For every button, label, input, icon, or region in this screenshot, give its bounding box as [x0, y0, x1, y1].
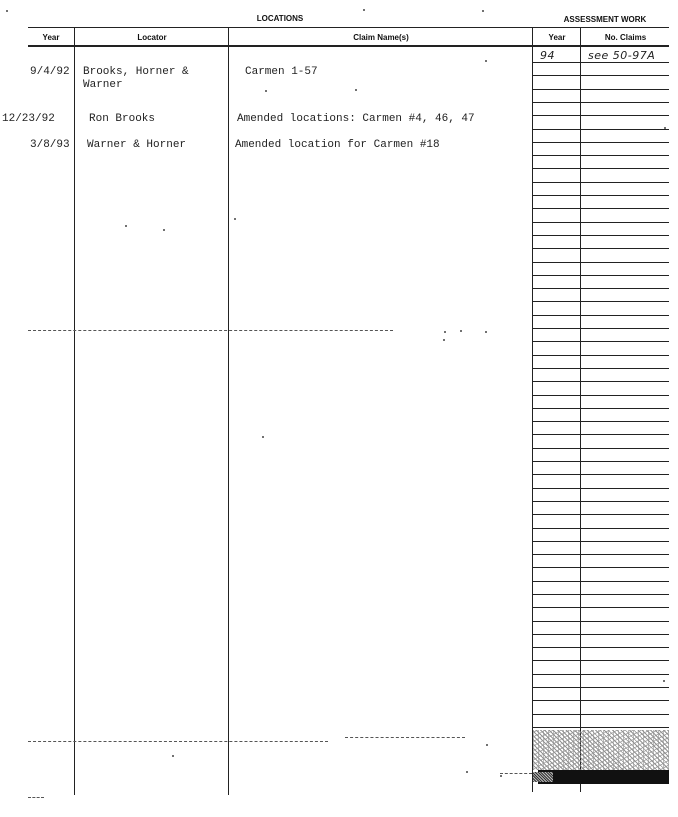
assessment-rule-line: [533, 275, 669, 276]
assessment-rule-line: [533, 262, 669, 263]
assessment-rule-line: [533, 448, 669, 449]
speck: [500, 775, 502, 777]
fold-line-lower-right: [345, 737, 465, 738]
col-header-no-claims: No. Claims: [604, 33, 647, 42]
assessment-rule-line: [533, 408, 669, 409]
speck: [265, 90, 267, 92]
row-3-locator: Warner & Horner: [87, 139, 187, 151]
speck: [163, 229, 165, 231]
speck: [466, 771, 468, 773]
assessment-rule-line: [533, 301, 669, 302]
header-rule: [28, 45, 669, 47]
row-2-year: 12/23/92: [2, 113, 55, 125]
divider-locator-claim: [228, 27, 229, 795]
row-1-year: 9/4/92: [30, 66, 70, 78]
assessment-rule-line: [533, 594, 669, 595]
locations-title: LOCATIONS: [256, 14, 304, 23]
assessment-rule-line: [533, 541, 669, 542]
row-2-locator: Ron Brooks: [89, 113, 156, 125]
assessment-rule-line: [533, 434, 669, 435]
col-header-assess-year: Year: [548, 33, 566, 42]
assessment-rule-line: [533, 62, 669, 63]
speck: [125, 225, 127, 227]
assessment-rule-line: [533, 621, 669, 622]
fold-line-lower: [28, 741, 328, 742]
assessment-rule-line: [533, 115, 669, 116]
speck: [234, 218, 236, 220]
speck: [363, 9, 365, 11]
assessment-rule-line: [533, 142, 669, 143]
col-header-claim-names: Claim Name(s): [353, 33, 409, 42]
speck: [663, 680, 665, 682]
assessment-rule-line: [533, 727, 669, 728]
assessment-rule-line: [533, 208, 669, 209]
top-rule-locations: [28, 27, 532, 28]
assessment-rule-line: [533, 647, 669, 648]
assessment-rule-line: [533, 554, 669, 555]
assessment-rule-line: [533, 248, 669, 249]
assessment-rule-line: [533, 581, 669, 582]
assessment-year-handwritten: 94: [540, 49, 555, 62]
row-3-year: 3/8/93: [30, 139, 70, 151]
assessment-rule-line: [533, 328, 669, 329]
assessment-rule-line: [533, 687, 669, 688]
speck: [482, 10, 484, 12]
top-rule-assessment: [533, 27, 669, 28]
assessment-rule-line: [533, 528, 669, 529]
assessment-rule-line: [533, 421, 669, 422]
assessment-rule-line: [533, 368, 669, 369]
assessment-rule-line: [533, 634, 669, 635]
assessment-rule-line: [533, 567, 669, 568]
assessment-rule-line: [533, 182, 669, 183]
divider-year-locator: [74, 27, 75, 795]
col-header-year: Year: [42, 33, 60, 42]
assessment-rule-line: [533, 501, 669, 502]
assessment-note-handwritten: see 50-97A: [588, 49, 656, 62]
assessment-rule-line: [533, 461, 669, 462]
assessment-rule-line: [533, 607, 669, 608]
assessment-rule-line: [533, 195, 669, 196]
col-header-locator: Locator: [137, 33, 167, 42]
speck: [664, 127, 666, 129]
assessment-rule-line: [533, 315, 669, 316]
speck: [485, 331, 487, 333]
speck: [443, 339, 445, 341]
speck: [444, 331, 446, 333]
scan-dark-band-left: [533, 772, 553, 782]
assessment-rule-line: [533, 288, 669, 289]
speck: [460, 330, 462, 332]
speck: [486, 744, 488, 746]
scan-dark-band: [538, 770, 669, 784]
assessment-rule-line: [533, 89, 669, 90]
assessment-rule-line: [533, 155, 669, 156]
row-1-locator: Brooks, Horner & Warner: [83, 66, 189, 91]
row-2-claim: Amended locations: Carmen #4, 46, 47: [237, 113, 475, 125]
fold-line-upper: [28, 330, 393, 331]
assessment-rule-line: [533, 700, 669, 701]
assessment-rule-line: [533, 381, 669, 382]
assessment-rule-line: [533, 514, 669, 515]
speck: [355, 89, 357, 91]
speck: [6, 10, 8, 12]
assessment-rule-line: [533, 660, 669, 661]
row-3-claim: Amended location for Carmen #18: [235, 139, 440, 151]
assessment-rule-line: [533, 355, 669, 356]
assessment-rule-line: [533, 341, 669, 342]
speck-dashes: [28, 797, 44, 798]
assessment-rule-line: [533, 674, 669, 675]
scan-noise-area: [533, 730, 669, 770]
speck: [262, 436, 264, 438]
row-1-claim: Carmen 1-57: [245, 66, 318, 78]
assessment-rule-line: [533, 235, 669, 236]
speck: [485, 60, 487, 62]
assessment-rule-line: [533, 714, 669, 715]
speck: [172, 755, 174, 757]
assessment-work-title: ASSESSMENT WORK: [563, 15, 647, 24]
assessment-rule-line: [533, 395, 669, 396]
assessment-rule-line: [533, 168, 669, 169]
assessment-rule-line: [533, 102, 669, 103]
assessment-rule-line: [533, 222, 669, 223]
assessment-rule-line: [533, 129, 669, 130]
assessment-rule-line: [533, 488, 669, 489]
assessment-rule-line: [533, 75, 669, 76]
assessment-rule-line: [533, 474, 669, 475]
speck-dashes: [500, 773, 532, 774]
